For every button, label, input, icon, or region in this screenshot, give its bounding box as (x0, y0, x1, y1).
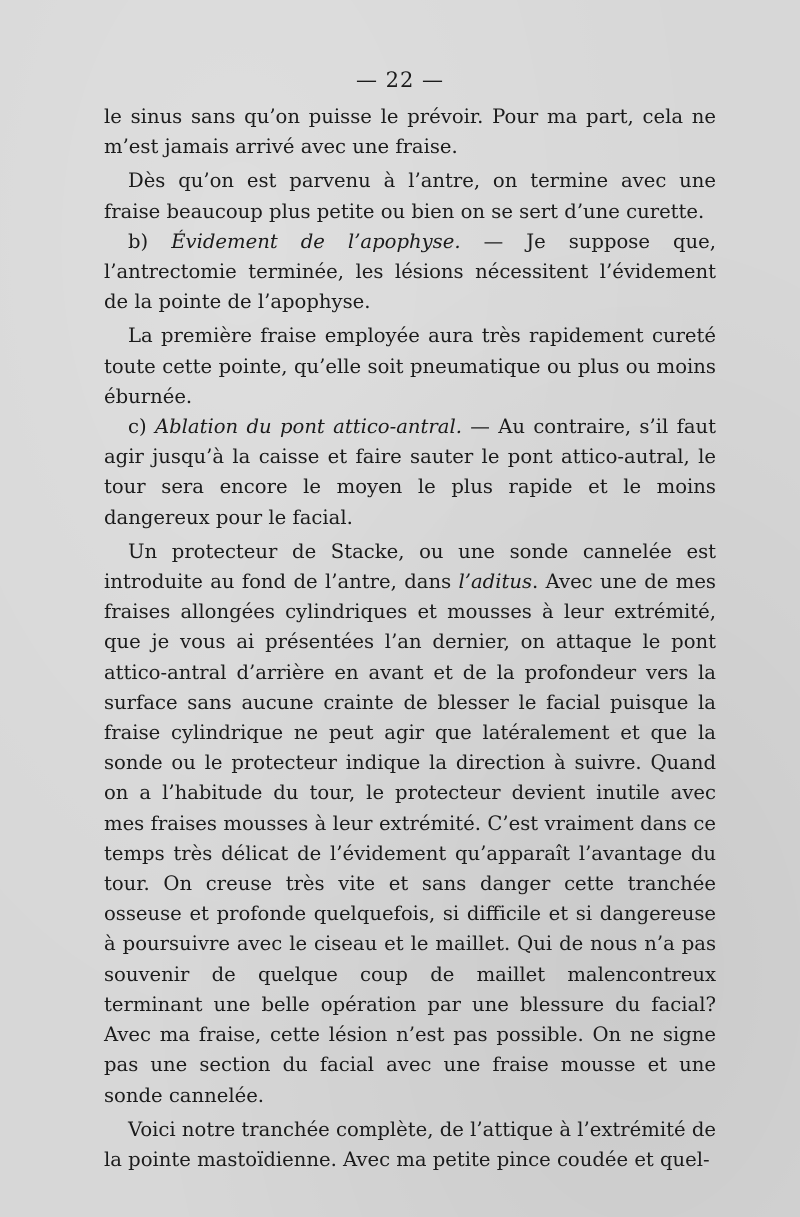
section-c-text: — Au contraire, s’il faut agir jusqu’à la caisse et faire sauter le pont attico-autral, le tour sera encore le moyen le plus rapide et le moins dangereux pour le facial. (104, 415, 716, 529)
section-c-heading: Ablation du pont attico-antral. (154, 415, 462, 439)
paragraph-tranchee: Voici notre tranchée complète, de l’attique à l’extrémité de la pointe mastoïdienne. Avec ma petite pince coudée et quel- (104, 1117, 716, 1171)
protecteur-text-after: . Avec une de mes fraises allongées cylindriques et mousses à leur extrémité, que je vous ai présentées l’an dernier, on attaque le pont attico-antral d’arrière en avant et de la profondeur vers la surface sans aucune crainte de blesser le facial puisque la fraise cylindrique ne peut agir que latéralement et que la sonde ou le protecteur indique la direction à suivre. Quand on a l’habitude du tour, le protecteur devient inutile avec mes fraises mousses à leur extrémité. C’est vraiment dans ce temps très délicat de l’évidement qu’apparaît l’avantage du tour. On creuse très vite et sans danger cette tranchée osseuse et profonde quelquefois, si difficile et si dangereuse à poursuivre avec le ciseau et le maillet. Qui de nous n’a pas souvenir de quelque coup de maillet malencontreux terminant une belle opération par une blessure du facial? Avec ma fraise, cette lésion n’est pas possible. On ne signe pas une section du facial avec une fraise mousse et une sonde cannelée. (104, 570, 716, 1107)
protecteur-text-before: Un protecteur de Stacke, ou une sonde cannelée est introduite au fond de l’antre, dans (104, 539, 716, 594)
body-text (104, 102, 716, 1175)
page-number: — 22 — (355, 68, 445, 92)
aditus-term: l’aditus (458, 570, 533, 594)
section-b-text: — Je suppose que, l’antrectomie terminée, les lésions nécessitent l’évidement de la pointe de l’apophyse. (104, 229, 716, 314)
paragraph-fraise: La première fraise employée aura très rapidement cureté toute cette pointe, qu’elle soit pneumatique ou plus ou moins éburnée. (104, 324, 716, 408)
paragraph-section-c (104, 412, 716, 533)
section-b-heading: Évidement de l’apophyse. (171, 229, 461, 253)
paragraph-continuation: le sinus sans qu’on puisse le prévoir. Pour ma part, cela ne m’est jamais arrivé avec une fraise. (104, 105, 716, 159)
paragraph-section-b (104, 227, 716, 318)
paragraph-protecteur (104, 537, 716, 1111)
section-b-prefix: b) (128, 229, 172, 253)
paragraph-antre: Dès qu’on est parvenu à l’antre, on termine avec une fraise beaucoup plus petite ou bien on se sert d’une curette. (104, 169, 716, 223)
section-c-prefix: c) (128, 415, 155, 439)
